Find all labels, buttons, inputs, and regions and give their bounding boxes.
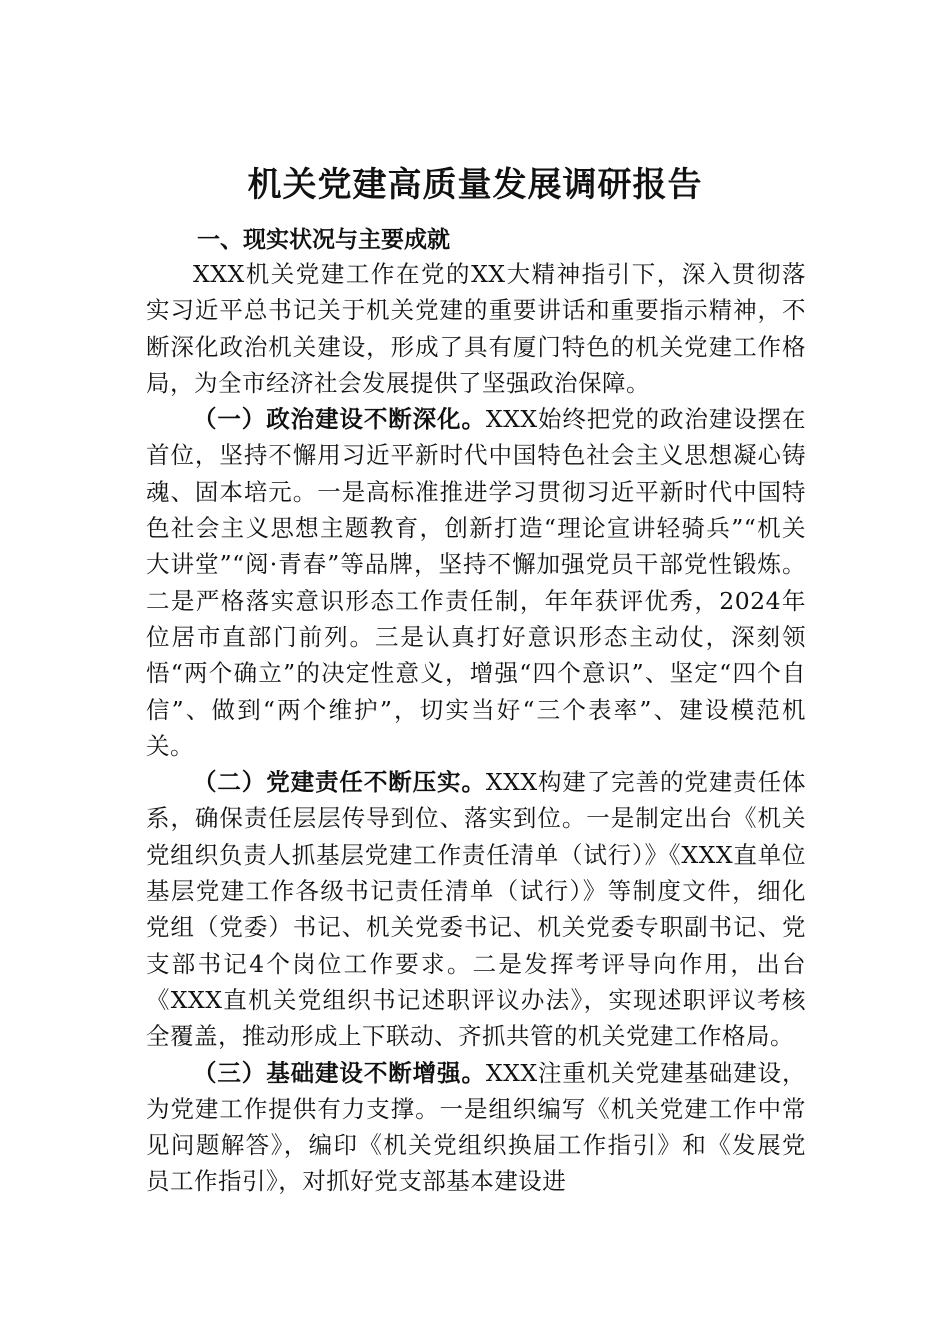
intro-paragraph: XXX机关党建工作在党的XX大精神指引下，深入贯彻落实习近平总书记关于机关党建的重要讲话和重要指示精神，不断深化政治机关建设，形成了具有厦门特色的机关党建工作格局，为全市经济社会发展提供了坚强政治保障。 (146, 260, 806, 397)
paragraph-text: XXX构建了完善的党建责任体系，确保责任层层传导到位、落实到位。一是制定出台《机关党组织负责人抓基层党建工作责任清单（试行）》《XXX直单位基层党建工作各级书记责任清单（试行）》等制度文件，细化党组（党委）书记、机关党委书记、机关党委专职副书记、党支部书记4个岗位工作要求。二是发挥考评导向作用，出台《XXX直机关党组织书记述职评议办法》，实现述职评议考核全覆盖，推动形成上下联动、齐抓共管的机关党建工作格局。 (146, 768, 806, 1051)
document-title: 机关党建高质量发展调研报告 (247, 165, 703, 205)
paragraph-political-building (146, 401, 806, 764)
paragraph-text: XXX注重机关党建基础建设，为党建工作提供有力支撑。一是组织编写《机关党建工作中常见问题解答》，编印《机关党组织换届工作指引》和《发展党员工作指引》，对抓好党支部基本建设进 (146, 1058, 806, 1196)
document-body (146, 256, 806, 1200)
paragraph-responsibility (146, 764, 806, 1054)
section-heading: 一、现实状况与主要成就 (197, 227, 450, 253)
paragraph-lead: （二）党建责任不断压实。 (193, 768, 486, 797)
paragraph-lead: （三）基础建设不断增强。 (193, 1058, 486, 1087)
paragraph-lead: （一）政治建设不断深化。 (193, 405, 486, 434)
paragraph-foundation (146, 1055, 806, 1200)
paragraph-text: XXX始终把党的政治建设摆在首位，坚持不懈用习近平新时代中国特色社会主义思想凝心铸魂、固本培元。一是高标准推进学习贯彻习近平新时代中国特色社会主义思想主题教育，创新打造“理论宣讲轻骑兵”“机关大讲堂”“阅·青春”等品牌，坚持不懈加强党员干部党性锻炼。二是严格落实意识形态工作责任制，年年获评优秀，2024年位居市直部门前列。三是认真打好意识形态主动仗，深刻领悟“两个确立”的决定性意义，增强“四个意识”、坚定“四个自信”、做到“两个维护”，切实当好“三个表率”、建设模范机关。 (146, 405, 806, 760)
